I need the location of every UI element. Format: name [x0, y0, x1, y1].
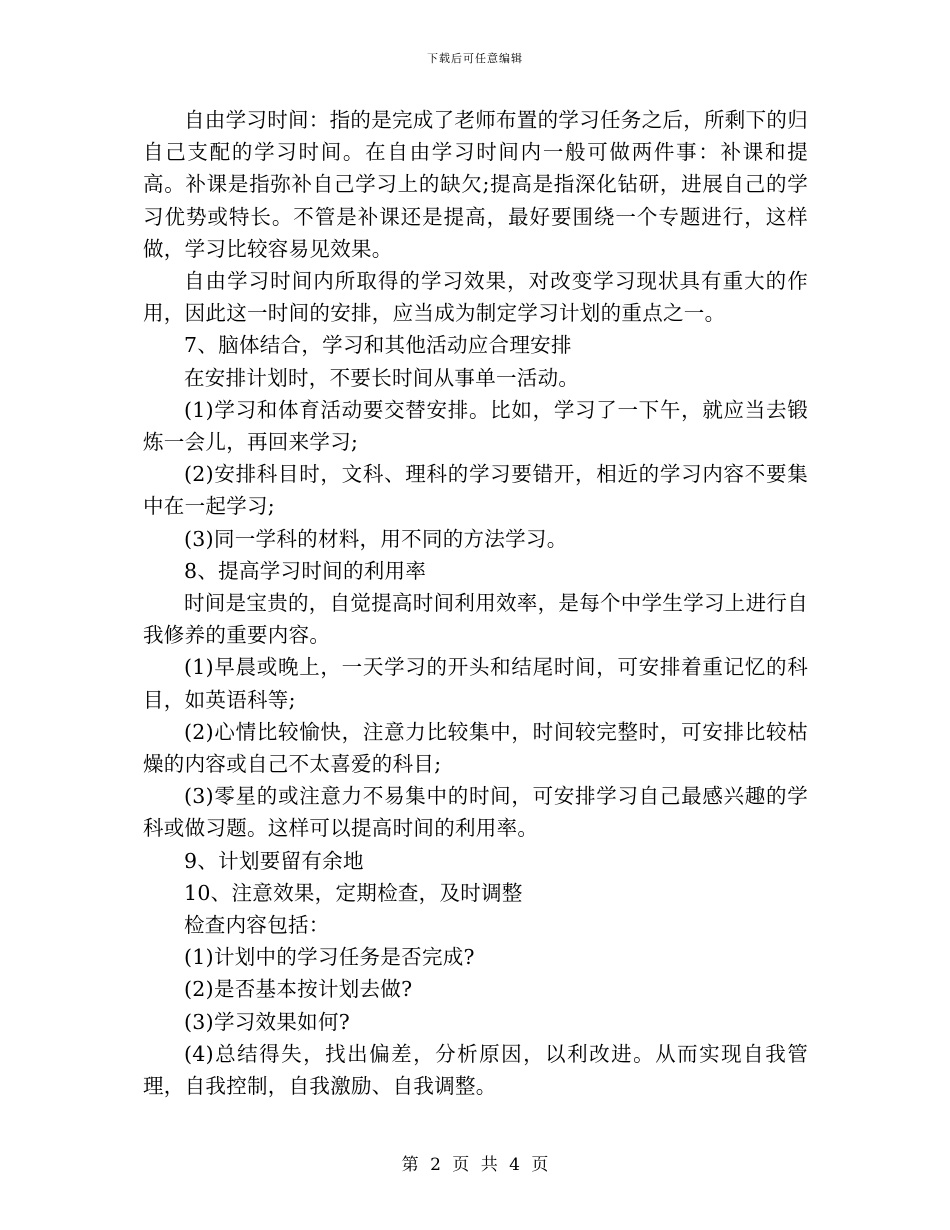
- paragraph: 自由学习时间内所取得的学习效果，对改变学习现状具有重大的作用，因此这一时间的安排，应当成为制定学习计划的重点之一。: [143, 269, 808, 326]
- page-number-footer: 第 2 页 共 4 页: [401, 1155, 549, 1175]
- list-item: (2)安排科目时，文科、理科的学习要错开，相近的学习内容不要集中在一起学习;: [143, 462, 808, 519]
- section-heading: 9、计划要留有余地: [184, 848, 364, 873]
- list-item: (1)早晨或晚上，一天学习的开头和结尾时间，可安排着重记忆的科目，如英语科等;: [143, 655, 808, 712]
- list-item: (3)同一学科的材料，用不同的方法学习。: [184, 526, 568, 551]
- paragraph: 在安排计划时，不要长时间从事单一活动。: [184, 365, 580, 390]
- section-heading: 7、脑体结合，学习和其他活动应合理安排: [184, 333, 572, 358]
- list-item: (1)计划中的学习任务是否完成?: [184, 945, 475, 970]
- list-item: (3)零星的或注意力不易集中的时间，可安排学习自己最感兴趣的学科或做习题。这样可以提高时间的利用率。: [143, 784, 808, 841]
- list-item: (3)学习效果如何?: [184, 1009, 351, 1034]
- section-heading: 10、注意效果，定期检查，及时调整: [184, 880, 523, 905]
- list-item: (2)是否基本按计划去做?: [184, 977, 413, 1002]
- section-heading: 8、提高学习时间的利用率: [184, 558, 427, 583]
- page-header: 下载后可任意编辑: [427, 52, 523, 65]
- paragraph: 检查内容包括：: [184, 913, 330, 938]
- paragraph: 时间是宝贵的，自觉提高时间利用效率，是每个中学生学习上进行自我修养的重要内容。: [143, 591, 808, 648]
- list-item: (2)心情比较愉快，注意力比较集中，时间较完整时，可安排比较枯燥的内容或自己不太喜爱的科目;: [143, 719, 808, 777]
- document-body: [143, 104, 808, 1102]
- paragraph: 自由学习时间：指的是完成了老师布置的学习任务之后，所剩下的归自己支配的学习时间。在自由学习时间内一般可做两件事：补课和提高。补课是指弥补自己学习上的缺欠;提高是指深化钻研，进展自己的学习优势或特长。不管是补课还是提高，最好要围绕一个专题进行，这样做，学习比较容易见效果。: [143, 108, 808, 261]
- list-item: (4)总结得失，找出偏差，分析原因，以利改进。从而实现自我管理，自我控制，自我激励、自我调整。: [143, 1041, 808, 1099]
- list-item: (1)学习和体育活动要交替安排。比如，学习了一下午，就应当去锻炼一会儿，再回来学习;: [143, 397, 808, 455]
